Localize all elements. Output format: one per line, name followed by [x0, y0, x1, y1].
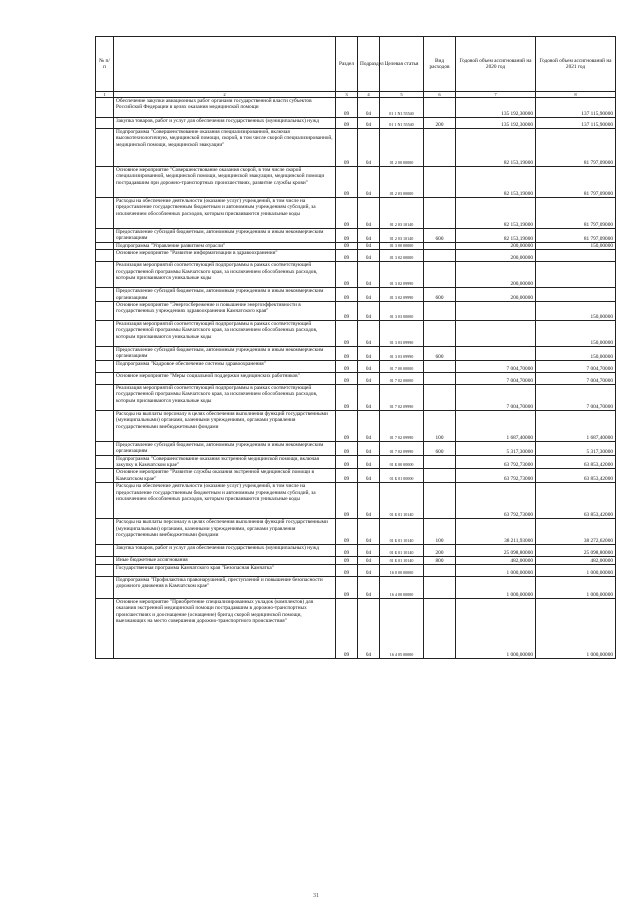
- row-number: [96, 441, 114, 455]
- table-row: [96, 229, 616, 243]
- row-number: [96, 384, 114, 410]
- row-podrazdel: 04: [358, 441, 380, 455]
- row-target: 01 3 03 09990: [380, 347, 424, 361]
- row-name: Предоставление субсидий бюджетным, автономным учреждениям и иным некоммерческим организациям: [114, 441, 336, 455]
- row-number: [96, 288, 114, 302]
- row-target: 01 7 02 00000: [380, 372, 424, 384]
- row-vid: [424, 129, 456, 167]
- row-y2020: 7 004,70000: [456, 384, 536, 410]
- row-podrazdel: 04: [358, 576, 380, 598]
- table-row: [96, 564, 616, 576]
- row-target: 01 2 03 10140: [380, 229, 424, 243]
- row-number: [96, 118, 114, 129]
- row-name: Расходы на обеспечение деятельности (оказание услуг) учреждений, в том числе на предоставление государственным бюджетным и автономным учреждениям субсидий, за исключением обособленных расходов, которым присваиваются уникальные коды: [114, 198, 336, 229]
- row-vid: [424, 564, 456, 576]
- row-number: [96, 519, 114, 545]
- row-y2020: 63 792,73000: [456, 469, 536, 483]
- header-podrazdel: Подраздел: [358, 37, 380, 92]
- row-number: [96, 98, 114, 118]
- row-name: Основное мероприятие "Энергосбережение и повышение энергоэффективности в государственных учреждениях здравоохранения Камчатского края": [114, 302, 336, 321]
- table-row: [96, 98, 616, 118]
- table-row: [96, 302, 616, 321]
- row-target: 01 7 00 00000: [380, 360, 424, 372]
- row-y2021: 1 687,40000: [536, 410, 616, 441]
- row-y2020: 63 792,73000: [456, 483, 536, 519]
- row-target: 01 7 02 09990: [380, 410, 424, 441]
- table-row: [96, 576, 616, 598]
- table-row: [96, 545, 616, 557]
- row-name: Предоставление субсидий бюджетным, автономным учреждениям и иным некоммерческим организациям: [114, 229, 336, 243]
- row-vid: 800: [424, 557, 456, 564]
- row-vid: 600: [424, 347, 456, 361]
- row-vid: [424, 198, 456, 229]
- row-name: Расходы на обеспечение деятельности (оказание услуг) учреждений, в том числе на предоставление государственным бюджетным и автономным учреждениям субсидий, за исключением обособленных расходов, которым присваиваются уникальные коды: [114, 483, 336, 519]
- row-podrazdel: 04: [358, 598, 380, 658]
- row-podrazdel: 04: [358, 347, 380, 361]
- row-name: Подпрограмма "Управление развитием отрасли": [114, 242, 336, 249]
- row-y2020: 200,00000: [456, 242, 536, 249]
- row-y2020: 7 004,70000: [456, 360, 536, 372]
- row-name: Реализация мероприятий соответствующей подпрограммы в рамках соответствующей государственной программы Камчатского края, за исключением обособленных расходов, которым присваиваются уникальные коды: [114, 321, 336, 347]
- row-podrazdel: 04: [358, 545, 380, 557]
- row-number: [96, 129, 114, 167]
- row-vid: 200: [424, 545, 456, 557]
- row-razdel: 09: [336, 564, 358, 576]
- row-target: 01 Б 01 10140: [380, 483, 424, 519]
- row-podrazdel: 04: [358, 250, 380, 262]
- table-row: [96, 483, 616, 519]
- row-podrazdel: 04: [358, 288, 380, 302]
- table-row: [96, 250, 616, 262]
- row-podrazdel: 04: [358, 118, 380, 129]
- table-row: [96, 167, 616, 198]
- row-vid: 600: [424, 288, 456, 302]
- row-vid: 100: [424, 410, 456, 441]
- row-target: 01 Б 00 00000: [380, 455, 424, 469]
- row-number: [96, 321, 114, 347]
- row-podrazdel: 04: [358, 167, 380, 198]
- row-target: 01 1 N1 55540: [380, 118, 424, 129]
- row-vid: [424, 321, 456, 347]
- row-target: 01 7 02 09990: [380, 384, 424, 410]
- table-row: [96, 455, 616, 469]
- row-y2021: 63 853,42000: [536, 483, 616, 519]
- row-name: Предоставление субсидий бюджетным, автономным учреждениям и иным некоммерческим организациям: [114, 347, 336, 361]
- row-razdel: 09: [336, 372, 358, 384]
- row-target: 01 1 N1 55540: [380, 98, 424, 118]
- row-y2021: 137 115,90000: [536, 98, 616, 118]
- row-y2020: 200,00000: [456, 262, 536, 288]
- row-razdel: 09: [336, 167, 358, 198]
- row-razdel: 09: [336, 598, 358, 658]
- row-number: [96, 469, 114, 483]
- row-y2021: 81 797,09000: [536, 229, 616, 243]
- row-y2020: [456, 302, 536, 321]
- row-vid: [424, 483, 456, 519]
- row-number: [96, 229, 114, 243]
- row-target: 01 3 02 00000: [380, 250, 424, 262]
- row-razdel: 09: [336, 384, 358, 410]
- row-y2020: 1 687,40000: [456, 410, 536, 441]
- row-podrazdel: 04: [358, 321, 380, 347]
- row-name: Основное мероприятие "Развитие информатизации в здравоохранении": [114, 250, 336, 262]
- colnum: 6: [424, 92, 456, 98]
- row-razdel: 09: [336, 262, 358, 288]
- row-vid: 600: [424, 441, 456, 455]
- row-y2021: 5 317,30000: [536, 441, 616, 455]
- row-target: 01 3 02 09990: [380, 262, 424, 288]
- row-target: 16 4 00 00000: [380, 576, 424, 598]
- row-y2020: 82 153,19000: [456, 167, 536, 198]
- header-y2021: Годовой объем ассигнований на 2021 год: [536, 37, 616, 92]
- row-number: [96, 302, 114, 321]
- table-row: [96, 598, 616, 658]
- row-target: 16 0 00 00000: [380, 564, 424, 576]
- row-name: Подпрограмма "Профилактика правонарушений, преступлений и повышение безопасности дорожного движения в Камчатском крае": [114, 576, 336, 598]
- row-target: 16 4 05 00000: [380, 598, 424, 658]
- row-name: Основное мероприятие "Развитие службы оказания экстренной медицинской помощи в Камчатском крае": [114, 469, 336, 483]
- row-target: 01 2 03 10140: [380, 198, 424, 229]
- row-y2021: 7 004,70000: [536, 384, 616, 410]
- table-row: [96, 557, 616, 564]
- table-row: [96, 410, 616, 441]
- row-name: Государственная программа Камчатского края "Безопасная Камчатка": [114, 564, 336, 576]
- row-razdel: 09: [336, 360, 358, 372]
- row-target: 01 3 03 09990: [380, 321, 424, 347]
- row-razdel: 09: [336, 321, 358, 347]
- row-podrazdel: 04: [358, 410, 380, 441]
- row-y2021: [536, 262, 616, 288]
- table-row: [96, 242, 616, 249]
- row-number: [96, 545, 114, 557]
- row-y2021: [536, 250, 616, 262]
- row-vid: [424, 167, 456, 198]
- row-number: [96, 250, 114, 262]
- budget-table: [95, 36, 616, 659]
- row-razdel: 09: [336, 98, 358, 118]
- row-vid: [424, 262, 456, 288]
- row-razdel: 09: [336, 410, 358, 441]
- row-vid: [424, 576, 456, 598]
- row-name: Расходы на выплаты персоналу в целях обеспечения выполнения функций государственными (муниципальными) органами, казенными учреждениями, органами управления государственными внебюджетными фондами: [114, 519, 336, 545]
- page-number: 31: [313, 893, 319, 899]
- row-number: [96, 347, 114, 361]
- row-y2020: 1 000,00000: [456, 564, 536, 576]
- row-y2021: 150,00000: [536, 242, 616, 249]
- row-y2021: 150,00000: [536, 347, 616, 361]
- row-target: 01 2 03 00000: [380, 167, 424, 198]
- row-target: 01 Б 01 00000: [380, 469, 424, 483]
- row-y2020: 38 211,93000: [456, 519, 536, 545]
- row-razdel: 09: [336, 302, 358, 321]
- row-podrazdel: 04: [358, 302, 380, 321]
- table-row: [96, 321, 616, 347]
- row-podrazdel: 04: [358, 129, 380, 167]
- row-podrazdel: 04: [358, 360, 380, 372]
- row-podrazdel: 04: [358, 229, 380, 243]
- row-vid: [424, 250, 456, 262]
- header-name: [114, 37, 336, 92]
- row-razdel: 09: [336, 469, 358, 483]
- row-y2020: 200,00000: [456, 250, 536, 262]
- header-target: Целевая статья: [380, 37, 424, 92]
- row-razdel: 09: [336, 519, 358, 545]
- row-y2021: 81 797,09000: [536, 129, 616, 167]
- row-name: Обеспечение закупки авиационных работ органами государственной власти субъектов Российской Федерации в целях оказания медицинской помощи: [114, 98, 336, 118]
- row-vid: [424, 302, 456, 321]
- row-target: 01 Б 01 10140: [380, 519, 424, 545]
- row-vid: [424, 598, 456, 658]
- header-row: [96, 37, 616, 92]
- row-razdel: 09: [336, 229, 358, 243]
- row-vid: 200: [424, 118, 456, 129]
- row-target: 01 Б 01 10140: [380, 557, 424, 564]
- row-vid: [424, 98, 456, 118]
- row-number: [96, 167, 114, 198]
- row-name: Основное мероприятие "Приобретение специализированных укладок (комплектов) для оказания экстренной медицинской помощи пострадавшим в дорожно-транспортных происшествиях и дооснащение (оснащение) бригад скорой медицинской помощи, выезжающих на место совершения дорожно-транспортного происшествия": [114, 598, 336, 658]
- row-y2020: 135 192,30000: [456, 118, 536, 129]
- table-row: [96, 519, 616, 545]
- colnum: 4: [358, 92, 380, 98]
- row-y2020: 25 098,80000: [456, 545, 536, 557]
- row-y2020: 200,00000: [456, 288, 536, 302]
- row-y2020: 1 000,00000: [456, 598, 536, 658]
- row-y2021: 63 853,42000: [536, 455, 616, 469]
- row-name: Расходы на выплаты персоналу в целях обеспечения выполнения функций государственными (муниципальными) органами, казенными учреждениями, органами управления государственными внебюджетными фондами: [114, 410, 336, 441]
- row-vid: [424, 384, 456, 410]
- row-name: Подпрограмма "Совершенствование оказания специализированной, включая высокотехнологичную, медицинской помощи, скорой, в том числе скорой специализированной, медицинской помощи, медицинской эвакуации": [114, 129, 336, 167]
- row-number: [96, 557, 114, 564]
- row-y2020: 1 000,00000: [456, 576, 536, 598]
- row-vid: 600: [424, 229, 456, 243]
- table-row: [96, 262, 616, 288]
- colnum: 2: [114, 92, 336, 98]
- row-name: Основное мероприятие "Меры социальной поддержки медицинских работников": [114, 372, 336, 384]
- row-y2021: 1 000,00000: [536, 576, 616, 598]
- row-y2020: 82 153,19000: [456, 229, 536, 243]
- table-row: [96, 469, 616, 483]
- row-number: [96, 372, 114, 384]
- row-name: Закупка товаров, работ и услуг для обеспечения государственных (муниципальных) нужд: [114, 118, 336, 129]
- row-y2020: 82 153,19000: [456, 129, 536, 167]
- row-vid: [424, 360, 456, 372]
- table-row: [96, 360, 616, 372]
- row-razdel: 09: [336, 557, 358, 564]
- row-podrazdel: 04: [358, 98, 380, 118]
- row-vid: [424, 455, 456, 469]
- row-number: [96, 360, 114, 372]
- row-y2020: [456, 321, 536, 347]
- colnum: 3: [336, 92, 358, 98]
- row-vid: 100: [424, 519, 456, 545]
- table-row: [96, 347, 616, 361]
- row-vid: [424, 469, 456, 483]
- row-name: Предоставление субсидий бюджетным, автономным учреждениям и иным некоммерческим организациям: [114, 288, 336, 302]
- row-y2021: 81 797,09000: [536, 167, 616, 198]
- row-number: [96, 262, 114, 288]
- row-podrazdel: 04: [358, 198, 380, 229]
- row-y2021: 38 272,62000: [536, 519, 616, 545]
- header-vid: Вид расходов: [424, 37, 456, 92]
- row-podrazdel: 04: [358, 557, 380, 564]
- row-number: [96, 598, 114, 658]
- row-razdel: 09: [336, 441, 358, 455]
- row-vid: [424, 242, 456, 249]
- row-name: Реализация мероприятий соответствующей подпрограммы в рамках соответствующей государственной программы Камчатского края, за исключением обособленных расходов, которым присваиваются уникальные коды: [114, 384, 336, 410]
- row-y2021: 63 853,42000: [536, 469, 616, 483]
- row-y2020: 5 317,30000: [456, 441, 536, 455]
- row-razdel: 09: [336, 576, 358, 598]
- row-y2020: 82 153,19000: [456, 198, 536, 229]
- row-number: [96, 455, 114, 469]
- row-podrazdel: 04: [358, 564, 380, 576]
- row-podrazdel: 04: [358, 372, 380, 384]
- row-y2021: 150,00000: [536, 321, 616, 347]
- row-razdel: 09: [336, 242, 358, 249]
- colnum: 8: [536, 92, 616, 98]
- table-row: [96, 198, 616, 229]
- row-y2021: 1 000,00000: [536, 564, 616, 576]
- row-podrazdel: 04: [358, 262, 380, 288]
- row-razdel: 09: [336, 198, 358, 229]
- row-target: 01 Б 01 10140: [380, 545, 424, 557]
- budget-table-page: [95, 36, 615, 659]
- header-n: № п/п: [96, 37, 114, 92]
- row-razdel: 09: [336, 250, 358, 262]
- row-target: 01 3 02 09990: [380, 288, 424, 302]
- row-y2020: 63 792,73000: [456, 455, 536, 469]
- row-y2021: 7 004,70000: [536, 372, 616, 384]
- colnum: 7: [456, 92, 536, 98]
- row-y2020: [456, 347, 536, 361]
- colnum: 1: [96, 92, 114, 98]
- row-name: Основное мероприятие "Совершенствование оказания скорой, в том числе скорой специализированной, медицинской помощи, медицинской эвакуации, медицинской помощи пострадавшим при дорожно-транспортных происшествиях, развитие службы крови": [114, 167, 336, 198]
- row-podrazdel: 04: [358, 469, 380, 483]
- row-target: 01 3 00 00000: [380, 242, 424, 249]
- row-y2021: 81 797,09000: [536, 198, 616, 229]
- table-row: [96, 372, 616, 384]
- row-y2021: [536, 288, 616, 302]
- row-number: [96, 483, 114, 519]
- row-razdel: 09: [336, 455, 358, 469]
- table-row: [96, 118, 616, 129]
- row-y2021: 482,00000: [536, 557, 616, 564]
- row-number: [96, 564, 114, 576]
- row-target: 01 7 02 09990: [380, 441, 424, 455]
- row-name: Подпрограмма "Кадровое обеспечение системы здравоохранения": [114, 360, 336, 372]
- table-body: [96, 98, 616, 659]
- row-target: 01 3 03 00000: [380, 302, 424, 321]
- row-name: Иные бюджетные ассигнования: [114, 557, 336, 564]
- row-vid: [424, 372, 456, 384]
- row-y2021: 25 098,80000: [536, 545, 616, 557]
- row-y2021: 150,00000: [536, 302, 616, 321]
- row-razdel: 09: [336, 288, 358, 302]
- row-target: 01 2 00 00000: [380, 129, 424, 167]
- row-podrazdel: 04: [358, 483, 380, 519]
- row-podrazdel: 04: [358, 384, 380, 410]
- row-podrazdel: 04: [358, 455, 380, 469]
- row-podrazdel: 04: [358, 242, 380, 249]
- row-name: Закупка товаров, работ и услуг для обеспечения государственных (муниципальных) нужд: [114, 545, 336, 557]
- row-number: [96, 242, 114, 249]
- row-y2020: 135 192,30000: [456, 98, 536, 118]
- row-razdel: 09: [336, 483, 358, 519]
- row-y2021: 137 115,90000: [536, 118, 616, 129]
- row-podrazdel: 04: [358, 519, 380, 545]
- row-razdel: 09: [336, 129, 358, 167]
- row-razdel: 09: [336, 347, 358, 361]
- colnum: 5: [380, 92, 424, 98]
- row-razdel: 09: [336, 118, 358, 129]
- row-razdel: 09: [336, 545, 358, 557]
- table-row: [96, 129, 616, 167]
- table-row: [96, 384, 616, 410]
- row-name: Подпрограмма "Совершенствование оказания экстренной медицинской помощи, включая закупку в Камчатском крае": [114, 455, 336, 469]
- row-y2021: 7 004,70000: [536, 360, 616, 372]
- row-y2020: 482,00000: [456, 557, 536, 564]
- row-number: [96, 576, 114, 598]
- row-name: Реализация мероприятий соответствующей подпрограммы в рамках соответствующей государственной программы Камчатского края, за исключением обособленных расходов, которым присваиваются уникальные коды: [114, 262, 336, 288]
- header-y2020: Годовой объем ассигнований на 2020 год: [456, 37, 536, 92]
- row-y2020: 7 004,70000: [456, 372, 536, 384]
- table-row: [96, 441, 616, 455]
- row-number: [96, 198, 114, 229]
- row-number: [96, 410, 114, 441]
- row-y2021: 1 000,00000: [536, 598, 616, 658]
- table-row: [96, 288, 616, 302]
- header-razdel: Раздел: [336, 37, 358, 92]
